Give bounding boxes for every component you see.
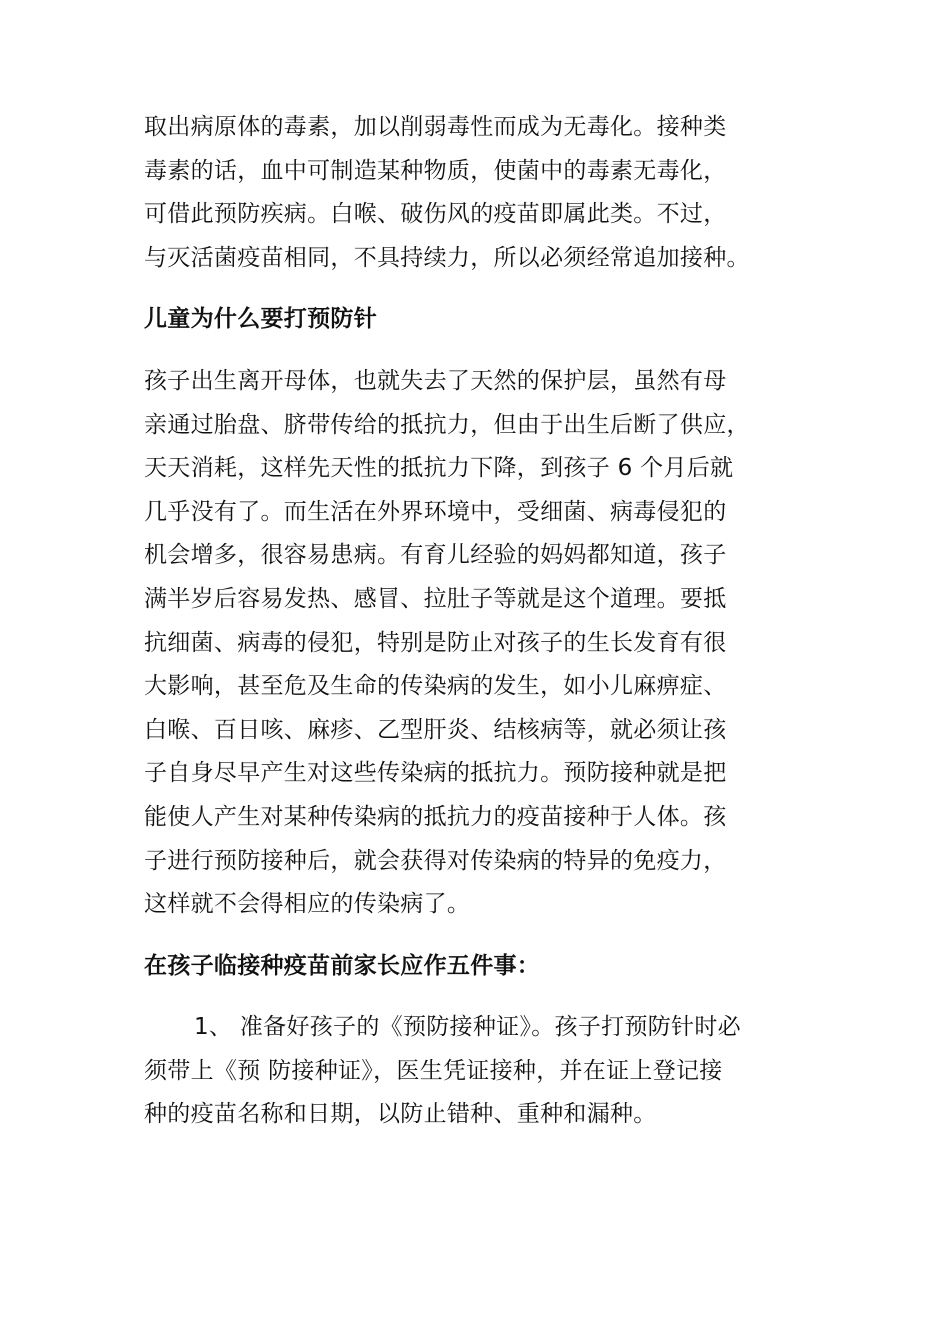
text-line: 须带上《预 防接种证》，医生凭证接种，并在证上登记接 <box>144 1057 723 1084</box>
text-line: 取出病原体的毒素，加以削弱毒性而成为无毒化。接种类 <box>144 114 727 140</box>
text-line: 亲通过胎盘、脐带传给的抵抗力，但由于出生后断了供应， <box>144 411 750 438</box>
text-line: 抗细菌、病毒的侵犯，特别是防止对孩子的生长发育有很 <box>144 629 727 656</box>
section-heading-why-vaccinate: 儿童为什么要打预防针 <box>144 306 377 333</box>
text-line: 大影响，甚至危及生命的传染病的发生，如小儿麻痹症、 <box>144 673 727 700</box>
text-line: 1、 准备好孩子的《预防接种证》。孩子打预防针时必 <box>194 1014 741 1041</box>
text-line: 毒素的话，血中可制造某种物质，使菌中的毒素无毒化， <box>144 157 727 184</box>
text-line: 子自身尽早产生对这些传染病的抵抗力。预防接种就是把 <box>144 760 727 787</box>
text-line: 这样就不会得相应的传染病了。 <box>144 891 471 918</box>
text-line: 满半岁后容易发热、感冒、拉肚子等就是这个道理。要抵 <box>144 585 727 612</box>
text-line: 能使人产生对某种传染病的抵抗力的疫苗接种于人体。孩 <box>144 803 727 830</box>
section-heading-five-things: 在孩子临接种疫苗前家长应作五件事： <box>144 952 541 979</box>
text-line: 天天消耗，这样先天性的抵抗力下降，到孩子 6 个月后就 <box>144 455 734 482</box>
text-line: 子进行预防接种后，就会获得对传染病的特异的免疫力， <box>144 847 727 874</box>
text-line: 与灭活菌疫苗相同，不具持续力，所以必须经常追加接种。 <box>144 244 750 271</box>
text-line: 可借此预防疾病。白喉、破伤风的疫苗即属此类。不过， <box>144 201 727 228</box>
text-line: 白喉、百日咳、麻疹、乙型肝炎、结核病等，就必须让孩 <box>144 716 727 743</box>
text-line: 几乎没有了。而生活在外界环境中，受细菌、病毒侵犯的 <box>144 498 727 525</box>
paragraph-item-1 <box>144 1006 844 1137</box>
text-line: 孩子出生离开母体，也就失去了天然的保护层，虽然有母 <box>144 367 727 394</box>
document-body <box>144 106 844 1137</box>
paragraph-toxoid-vaccine <box>144 106 844 280</box>
paragraph-why-vaccinate <box>144 360 844 927</box>
text-line: 机会增多，很容易患病。有育儿经验的妈妈都知道，孩子 <box>144 542 727 569</box>
text-line: 种的疫苗名称和日期，以防止错种、重种和漏种。 <box>144 1101 657 1128</box>
